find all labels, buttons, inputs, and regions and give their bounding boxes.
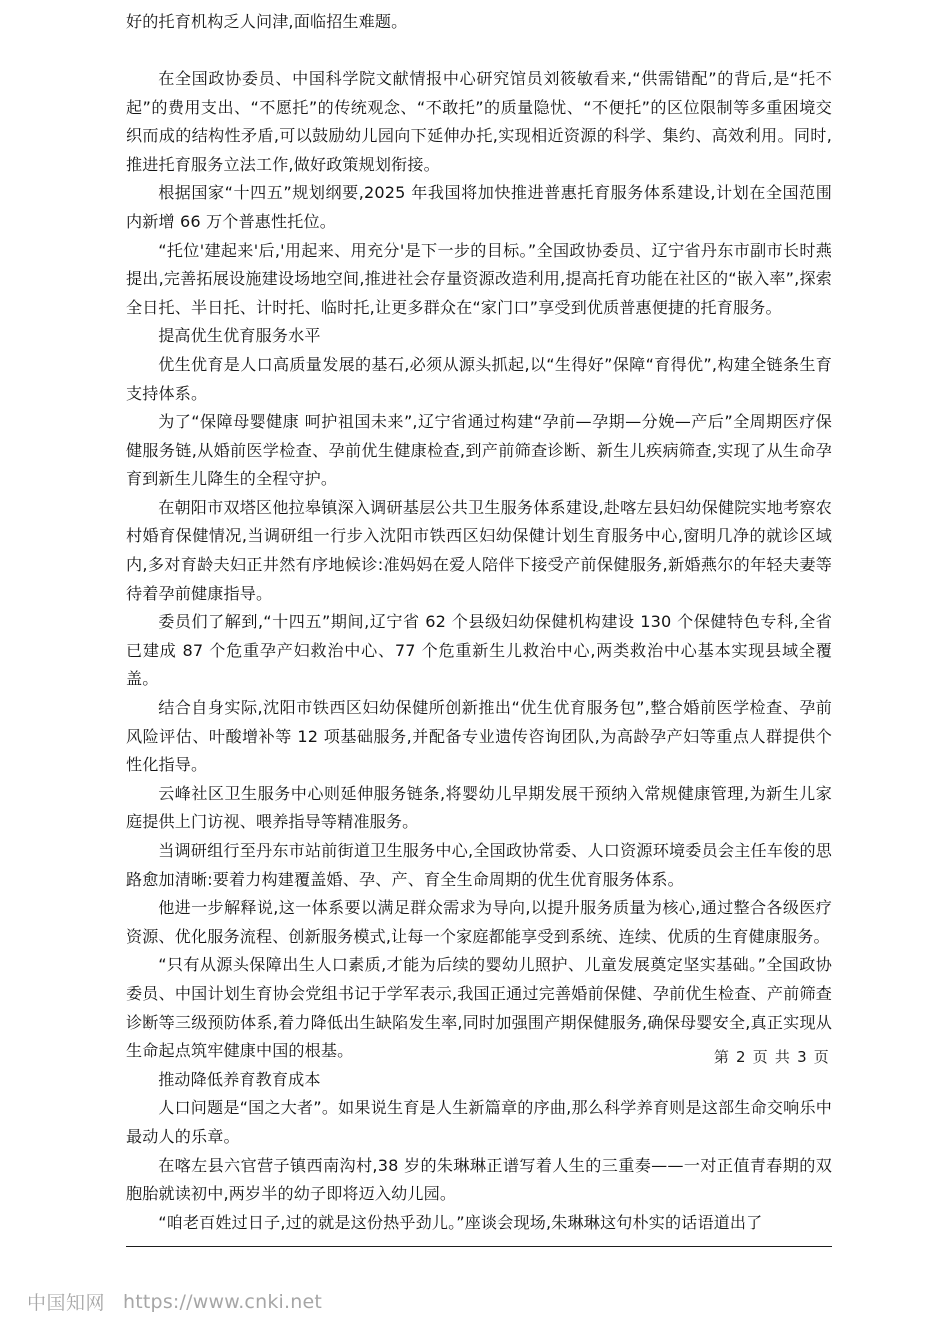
paragraph: “只有从源头保障出生人口素质,才能为后续的婴幼儿照护、儿童发展奠定坚实基础。”全国政协委员、中国计划生育协会党组书记于学军表示,我国正通过完善婚前保健、孕前优生检查、产前筛查诊断等三级预防体系,着力降低出生缺陷发生率,同时加强围产期保健服务,确保母婴安全,真正实现从生命起点筑牢健康中国的根基。 xyxy=(126,955,832,1061)
paragraph: 结合自身实际,沈阳市铁西区妇幼保健所创新推出“优生优育服务包”,整合婚前医学检查、孕前风险评估、叶酸增补等 12 项基础服务,并配备专业遗传咨询团队,为高龄孕产妇等重点人群提供个性化指导。 xyxy=(126,698,832,775)
paragraph: 云峰社区卫生服务中心则延伸服务链条,将婴幼儿早期发展干预纳入常规健康管理,为新生儿家庭提供上门访视、喂养指导等精准服务。 xyxy=(126,783,832,832)
paragraph: 在朝阳市双塔区他拉皋镇深入调研基层公共卫生服务体系建设,赴喀左县妇幼保健院实地考察农村婚育保健情况,当调研组一行步入沈阳市铁西区妇幼保健计划生育服务中心,窗明几净的就诊区域内,多对育龄夫妇正井然有序地候诊:准妈妈在爱人陪伴下接受产前保健服务,新婚燕尔的年轻夫妻等待着孕前健康指导。 xyxy=(126,497,832,603)
paragraph: 好的托育机构乏人问津,面临招生难题。 xyxy=(126,12,408,31)
paragraph: 优生优育是人口高质量发展的基石,必须从源头抓起,以“生得好”保障“育得优”,构建全链条生育支持体系。 xyxy=(126,354,832,403)
paragraph: 他进一步解释说,这一体系要以满足群众需求为导向,以提升服务质量为核心,通过整合各级医疗资源、优化服务流程、创新服务模式,让每一个家庭都能享受到系统、连续、优质的生育健康服务。 xyxy=(126,898,832,946)
cnki-brand-url: https://www.cnki.net xyxy=(123,1290,323,1313)
paragraph: 在全国政协委员、中国科学院文献情报中心研究馆员刘筱敏看来,“供需错配”的背后,是“托不起”的费用支出、“不愿托”的传统观念、“不敢托”的质量隐忧、“不便托”的区位限制等多重困境交织而成的结构性矛盾,可以鼓励幼儿园向下延伸办托,实现相近资源的科学、集约、高效利用。同时,推进托育服务立法工作,做好政策规划衔接。 xyxy=(126,68,832,174)
section-heading: 推动降低养育教育成本 xyxy=(158,1069,321,1089)
section-heading: 提高优生优育服务水平 xyxy=(158,326,321,346)
paragraph: “托位'建起来'后,'用起来、用充分'是下一步的目标。”全国政协委员、辽宁省丹东市副市长时燕提出,完善拓展设施建设场地空间,推进社会存量资源改造利用,提高托育功能在社区的“嵌入率”,探索全日托、半日托、计时托、临时托,让更多群众在“家门口”享受到优质普惠便捷的托育服务。 xyxy=(126,240,832,317)
cnki-brand-name: 中国知网 xyxy=(27,1292,106,1314)
paragraph: 在喀左县六官营子镇西南沟村,38 岁的朱琳琳正谱写着人生的三重奏——一对正值青春期的双胞胎就读初中,两岁半的幼子即将迈入幼儿园。 xyxy=(126,1155,832,1204)
paragraph: 委员们了解到,“十四五”期间,辽宁省 62 个县级妇幼保健机构建设 130 个保健特色专科,全省已建成 87 个危重孕产妇救治中心、77 个危重新生儿救治中心,两类救治中心基本实现县域全覆盖。 xyxy=(126,612,832,689)
paragraph: 当调研组行至丹东市站前街道卫生服务中心,全国政协常委、人口资源环境委员会主任车俊的思路愈加清晰:要着力构建覆盖婚、孕、产、育全生命周期的优生优育服务体系。 xyxy=(126,841,832,889)
paragraph: 人口问题是“国之大者”。如果说生育是人生新篇章的序曲,那么科学养育则是这部生命交响乐中最动人的乐章。 xyxy=(126,1098,832,1146)
paragraph: 根据国家“十四五”规划纲要,2025 年我国将加快推进普惠托育服务体系建设,计划在全国范围内新增 66 万个普惠性托位。 xyxy=(126,183,832,231)
paragraph: 为了“保障母婴健康 呵护祖国未来”,辽宁省通过构建“孕前—孕期—分娩—产后”全周期医疗保健服务链,从婚前医学检查、孕前优生健康检查,到产前筛查诊断、新生儿疾病筛查,实现了从生命孕育到新生儿降生的全程守护。 xyxy=(126,412,832,489)
cnki-watermark xyxy=(27,1288,322,1315)
paragraph: “咱老百姓过日子,过的就是这份热乎劲儿。”座谈会现场,朱琳琳这句朴实的话语道出了 xyxy=(158,1212,763,1232)
footer-divider xyxy=(126,1246,832,1247)
page-number: 第 2 页 共 3 页 xyxy=(713,1048,830,1066)
